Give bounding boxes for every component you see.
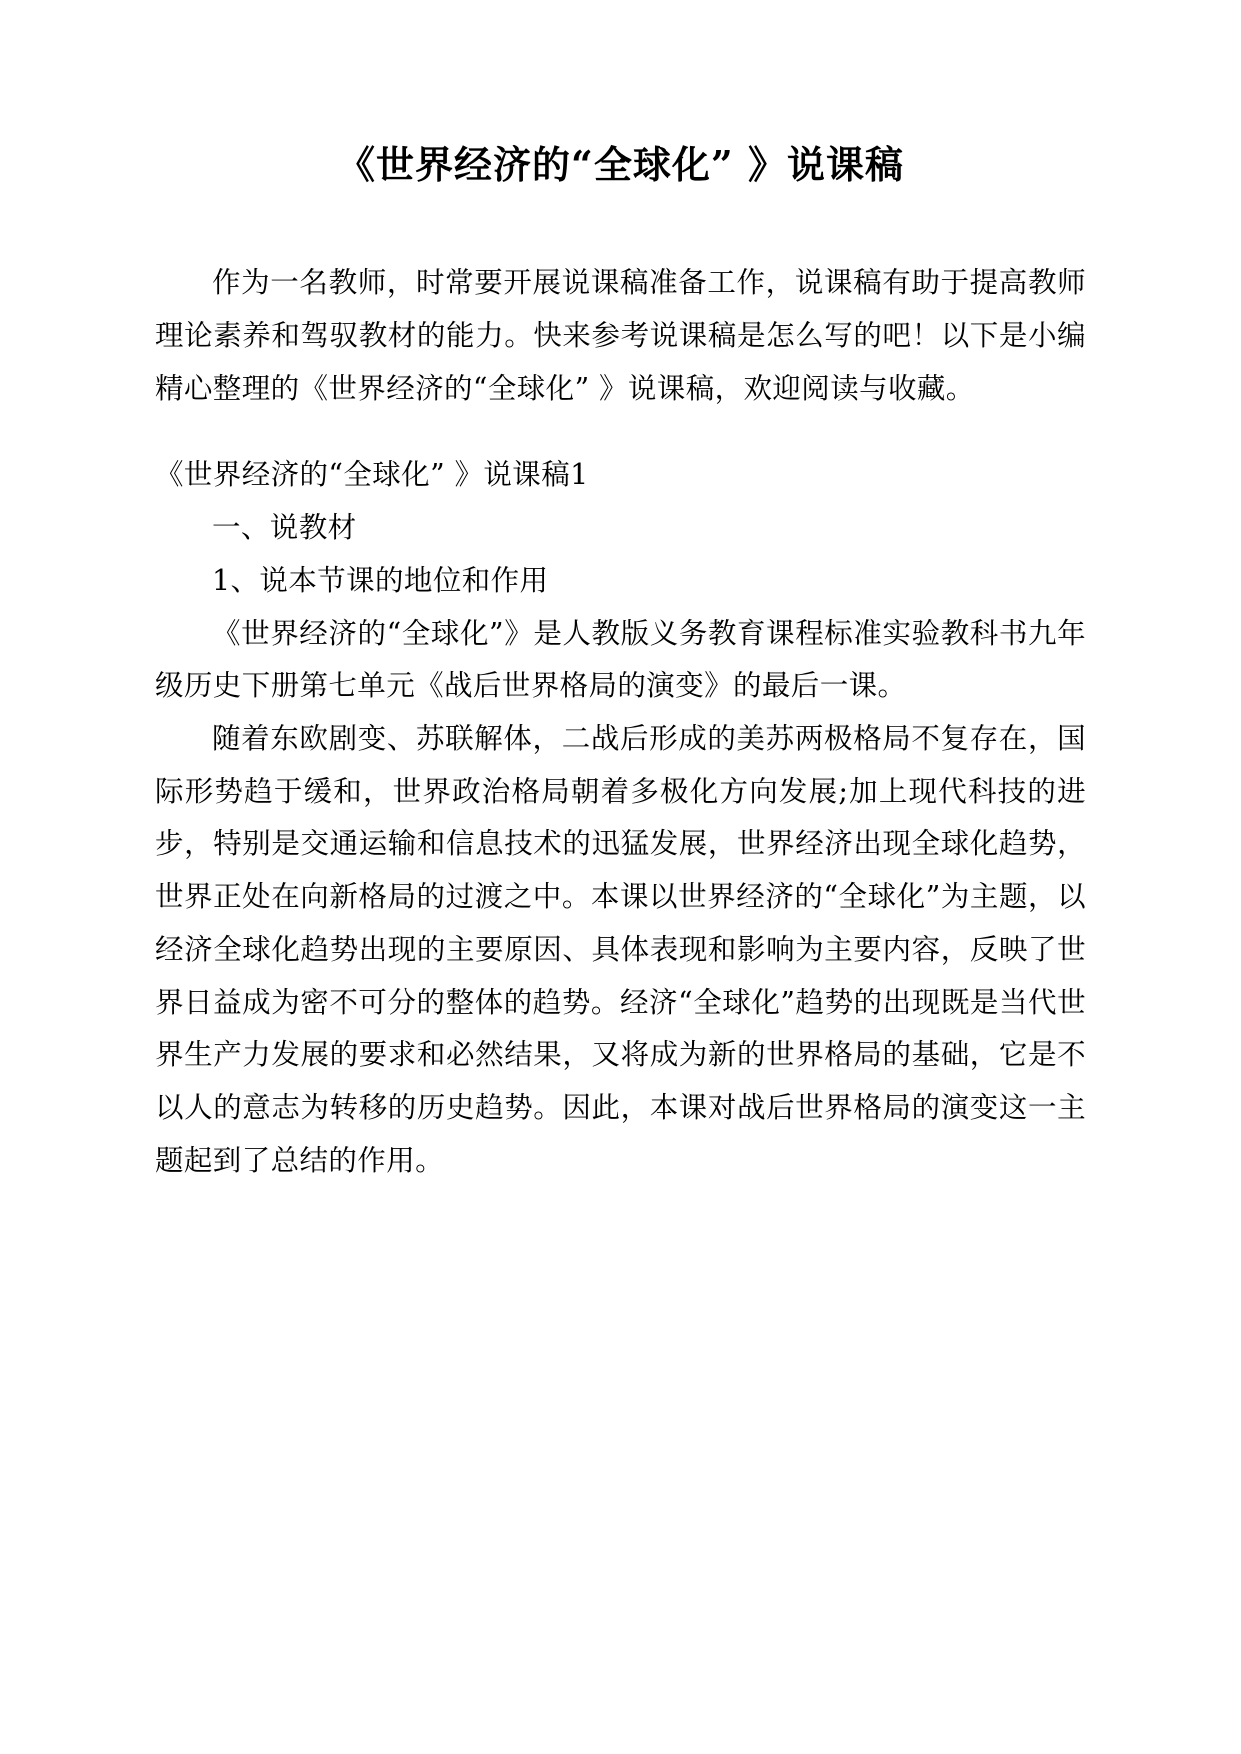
paragraph-historical-background: 随着东欧剧变、苏联解体，二战后形成的美苏两极格局不复存在，国际形势趋于缓和，世界政治格局朝着多极化方向发展;加上现代科技的进步，特别是交通运输和信息技术的迅猛发展，世界经济出现全球化趋势，世界正处在向新格局的过渡之中。本课以世界经济的“全球化”为主题，以经济全球化趋势出现的主要原因、具体表现和影响为主要内容，反映了世界日益成为密不可分的整体的趋势。经济“全球化”趋势的出现既是当代世界生产力发展的要求和必然结果，又将成为新的世界格局的基础，它是不以人的意志为转移的历史趋势。因此，本课对战后世界格局的演变这一主题起到了总结的作用。 <box>155 721 1086 1177</box>
heading-speech-draft-1: 《世界经济的“全球化” 》说课稿1 <box>155 458 589 492</box>
paragraph-textbook-source: 《世界经济的“全球化”》是人教版义务教育课程标准实验教科书九年级历史下册第七单元《战后世界格局的演变》的最后一课。 <box>155 616 1086 703</box>
subsection-heading-status-and-role: 1、说本节课的地位和作用 <box>212 563 549 597</box>
document-body <box>155 257 1086 1187</box>
page-title: 《世界经济的“全球化” 》说课稿 <box>337 142 904 187</box>
paragraph-intro: 作为一名教师，时常要开展说课稿准备工作，说课稿有助于提高教师理论素养和驾驭教材的能力。快来参考说课稿是怎么写的吧！以下是小编精心整理的《世界经济的“全球化” 》说课稿，欢迎阅读与收藏。 <box>155 266 1086 405</box>
section-heading-teaching-material: 一、说教材 <box>212 511 357 545</box>
